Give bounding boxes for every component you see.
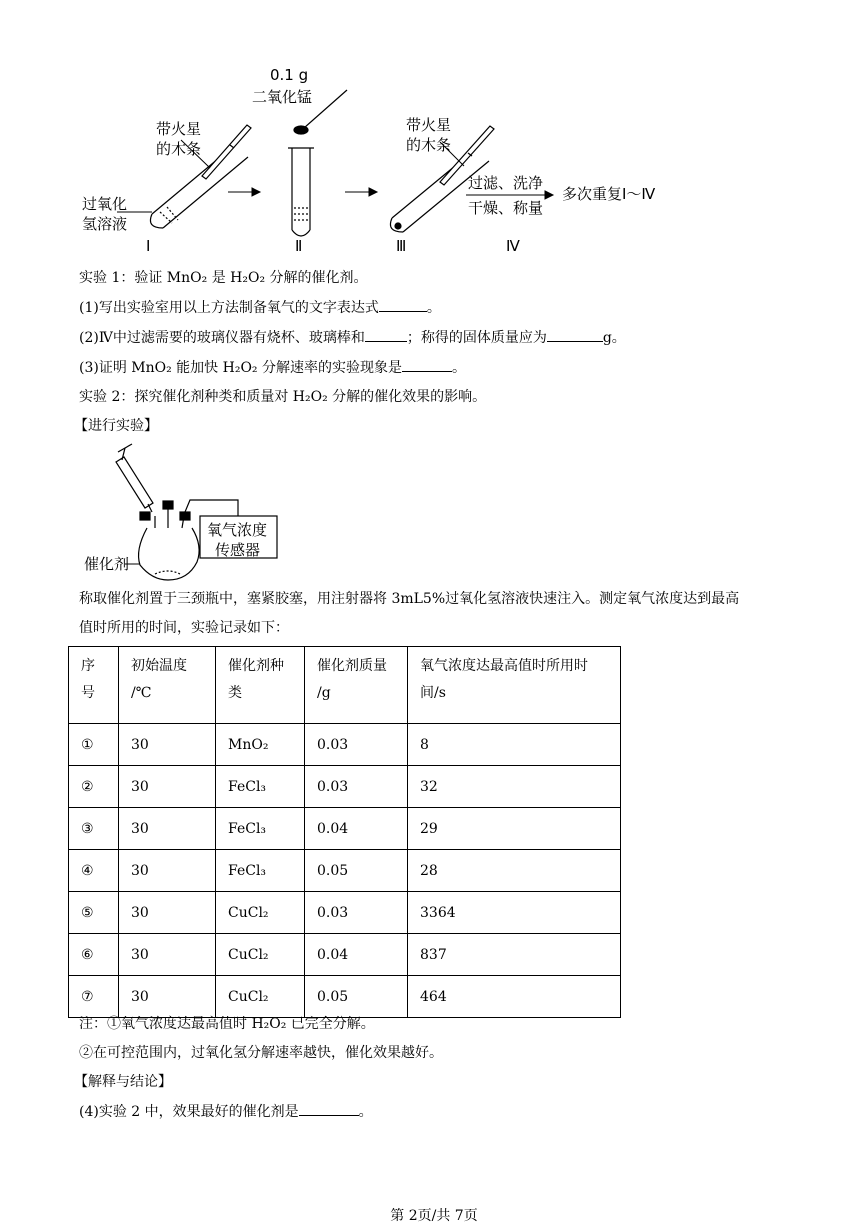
question-2-text: (2)Ⅳ中过滤需要的玻璃仪器有烧杯、玻璃棒和 — [79, 330, 365, 346]
question-3-end: 。 — [451, 360, 466, 376]
cell-index: ⑦ — [69, 976, 119, 1018]
cell-temp: 30 — [119, 808, 216, 850]
catalyst-label: 催化剂 — [84, 555, 130, 573]
cell-catalyst: CuCl₂ — [216, 934, 305, 976]
process-label-b: 干燥、称量 — [468, 199, 544, 217]
solution-label-b: 氢溶液 — [82, 215, 128, 233]
cell-temp: 30 — [119, 934, 216, 976]
table-row — [69, 724, 621, 766]
cell-catalyst: FeCl₃ — [216, 766, 305, 808]
sensor-label-a: 氧气浓度 — [207, 521, 268, 539]
cell-temp: 30 — [119, 976, 216, 1018]
flask-drawing — [0, 440, 868, 580]
header-cell: 氧气浓度达最高值时所用时 间/s — [408, 647, 621, 724]
section-procedure: 【进行实验】 — [74, 418, 158, 434]
exp1-title: 实验 1：验证 MnO₂ 是 H₂O₂ 分解的催化剂。 — [79, 270, 368, 286]
cell-mass: 0.04 — [305, 808, 408, 850]
tube-2 — [288, 148, 314, 236]
splint-label-2b: 的木条 — [406, 136, 452, 154]
cell-mass: 0.05 — [305, 850, 408, 892]
header-cell: 初始温度 /℃ — [119, 647, 216, 724]
question-2-mid: ；称得的固体质量应为 — [406, 330, 547, 346]
question-1 — [79, 298, 441, 318]
cell-catalyst: MnO₂ — [216, 724, 305, 766]
cell-index: ① — [69, 724, 119, 766]
cell-catalyst: CuCl₂ — [216, 976, 305, 1018]
cell-mass: 0.05 — [305, 976, 408, 1018]
question-2 — [79, 328, 626, 348]
header-cell: 序 号 — [69, 647, 119, 724]
question-3-text: (3)证明 MnO₂ 能加快 H₂O₂ 分解速率的实验现象是 — [79, 360, 402, 376]
cell-index: ③ — [69, 808, 119, 850]
answer-blank-4[interactable] — [299, 1115, 359, 1116]
process-label-a: 过滤、洗净 — [468, 174, 544, 192]
note-2: ②在可控范围内，过氧化氢分解速率越快，催化效果越好。 — [79, 1045, 443, 1061]
procedure-line-2: 值时所用的时间，实验记录如下： — [79, 620, 289, 636]
answer-blank-2b[interactable] — [547, 341, 603, 342]
table-header-row — [69, 647, 621, 724]
cell-time: 28 — [408, 850, 621, 892]
splint-label-1a: 带火星 — [156, 120, 202, 138]
header-cell: 催化剂种 类 — [216, 647, 305, 724]
cell-time: 32 — [408, 766, 621, 808]
three-neck-flask — [139, 501, 200, 580]
results-table — [68, 646, 621, 1018]
reagent-label: 二氧化锰 — [252, 88, 313, 106]
cell-time: 464 — [408, 976, 621, 1018]
cell-time: 3364 — [408, 892, 621, 934]
cell-index: ② — [69, 766, 119, 808]
splint-label-2a: 带火星 — [406, 116, 452, 134]
procedure-line-1: 称取催化剂置于三颈瓶中，塞紧胶塞，用注射器将 3mL5%过氧化氢溶液快速注入。测定氧气浓度达到最高 — [79, 591, 740, 607]
question-1-text: (1)写出实验室用以上方法制备氧气的文字表达式 — [79, 300, 379, 316]
note-1: 注：①氧气浓度达最高值时 H₂O₂ 已完全分解。 — [79, 1016, 375, 1032]
answer-blank-3[interactable] — [402, 371, 452, 372]
answer-blank-1[interactable] — [379, 311, 427, 312]
cell-time: 29 — [408, 808, 621, 850]
answer-blank-2a[interactable] — [365, 341, 407, 342]
table-row — [69, 976, 621, 1018]
solution-label-a: 过氧化 — [82, 195, 128, 213]
table-row — [69, 892, 621, 934]
cell-temp: 30 — [119, 892, 216, 934]
cell-temp: 30 — [119, 724, 216, 766]
syringe — [116, 444, 153, 512]
header-cell: 催化剂质量 /g — [305, 647, 408, 724]
exp2-title: 实验 2：探究催化剂种类和质量对 H₂O₂ 分解的催化效果的影响。 — [79, 389, 487, 405]
cell-mass: 0.04 — [305, 934, 408, 976]
arrow-2 — [345, 188, 377, 196]
cell-time: 837 — [408, 934, 621, 976]
table-row — [69, 850, 621, 892]
question-4-text: (4)实验 2 中，效果最好的催化剂是 — [79, 1104, 299, 1120]
question-2-unit: g。 — [602, 330, 626, 346]
repeat-label: 多次重复Ⅰ～Ⅳ — [562, 185, 656, 203]
cell-index: ⑤ — [69, 892, 119, 934]
sensor-label-b: 传感器 — [215, 541, 261, 559]
table-row — [69, 766, 621, 808]
step-4-label: Ⅳ — [506, 237, 520, 255]
table-row — [69, 808, 621, 850]
splint-label-1b: 的木条 — [156, 140, 202, 158]
question-3 — [79, 358, 466, 378]
page-footer: 第 2页/共 7页 — [390, 1208, 478, 1224]
table-row — [69, 934, 621, 976]
question-1-end: 。 — [426, 300, 441, 316]
step-2-label: Ⅱ — [295, 237, 303, 255]
cell-mass: 0.03 — [305, 766, 408, 808]
cell-mass: 0.03 — [305, 892, 408, 934]
cell-index: ⑥ — [69, 934, 119, 976]
cell-catalyst: FeCl₃ — [216, 808, 305, 850]
cell-time: 8 — [408, 724, 621, 766]
cell-catalyst: CuCl₂ — [216, 892, 305, 934]
question-4-end: 。 — [358, 1104, 373, 1120]
question-4 — [79, 1102, 373, 1122]
cell-temp: 30 — [119, 850, 216, 892]
step-3-label: Ⅲ — [396, 237, 407, 255]
mass-label: 0.1 g — [270, 66, 309, 84]
splint-1 — [202, 125, 251, 179]
arrow-1 — [228, 188, 260, 196]
cell-index: ④ — [69, 850, 119, 892]
section-conclusion: 【解释与结论】 — [74, 1074, 172, 1090]
cell-mass: 0.03 — [305, 724, 408, 766]
step-1-label: Ⅰ — [146, 237, 151, 255]
cell-catalyst: FeCl₃ — [216, 850, 305, 892]
cell-temp: 30 — [119, 766, 216, 808]
